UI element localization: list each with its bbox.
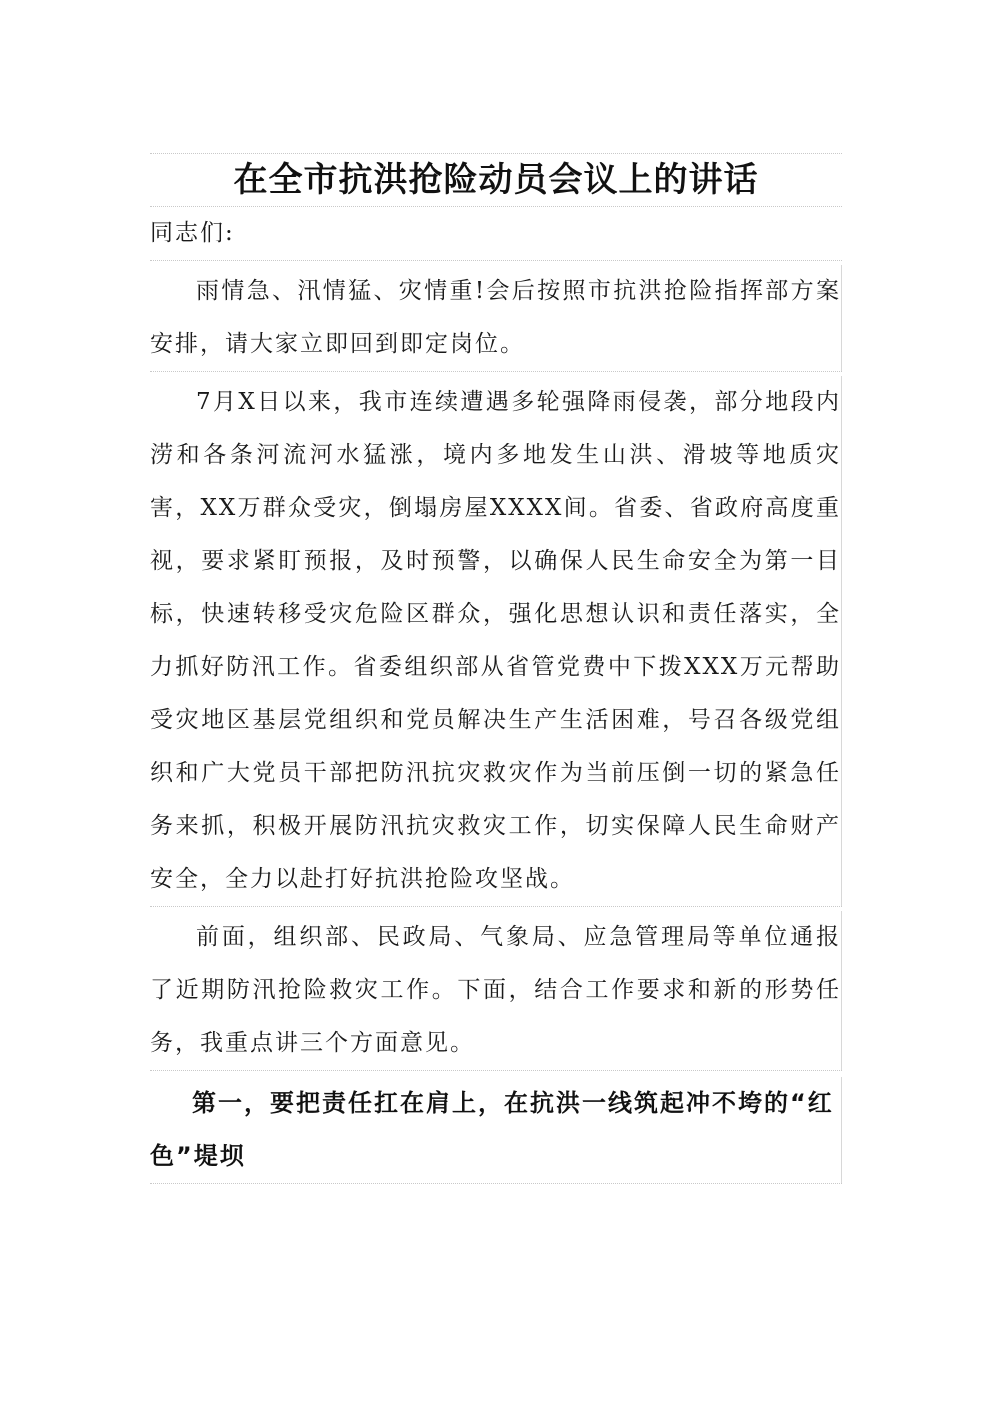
section-heading-1: 第一，要把责任扛在肩上，在抗洪一线筑起冲不垮的“红色”堤坝	[150, 1077, 842, 1183]
bottom-divider	[150, 1183, 842, 1184]
salutation: 同志们:	[150, 220, 235, 246]
paragraph-2: 7月X日以来，我市连续遭遇多轮强降雨侵袭，部分地段内涝和各条河流河水猛涨，境内多地发生山洪、滑坡等地质灾害，XX万群众受灾，倒塌房屋XXXX间。省委、省政府高度重视，要求紧盯预报，及时预警，以确保人民生命安全为第一目标，快速转移受灾危险区群众，强化思想认识和责任落实，全力抓好防汛工作。省委组织部从省管党费中下拨XXX万元帮助受灾地区基层党组织和党员解决生产生活困难，号召各级党组织和广大党员干部把防汛抗灾救灾作为当前压倒一切的紧急任务来抓，积极开展防汛抗灾救灾工作，切实保障人民生命财产安全，全力以赴打好抗洪抢险攻坚战。	[150, 376, 842, 906]
document-title: 在全市抗洪抢险动员会议上的讲话	[233, 160, 759, 200]
paragraph-1: 雨情急、汛情猛、灾情重!会后按照市抗洪抢险指挥部方案安排，请大家立即回到即定岗位。	[150, 265, 842, 371]
document-page	[150, 153, 842, 1184]
paragraph-3: 前面，组织部、民政局、气象局、应急管理局等单位通报了近期防汛抢险救灾工作。下面，结合工作要求和新的形势任务，我重点讲三个方面意见。	[150, 911, 842, 1070]
